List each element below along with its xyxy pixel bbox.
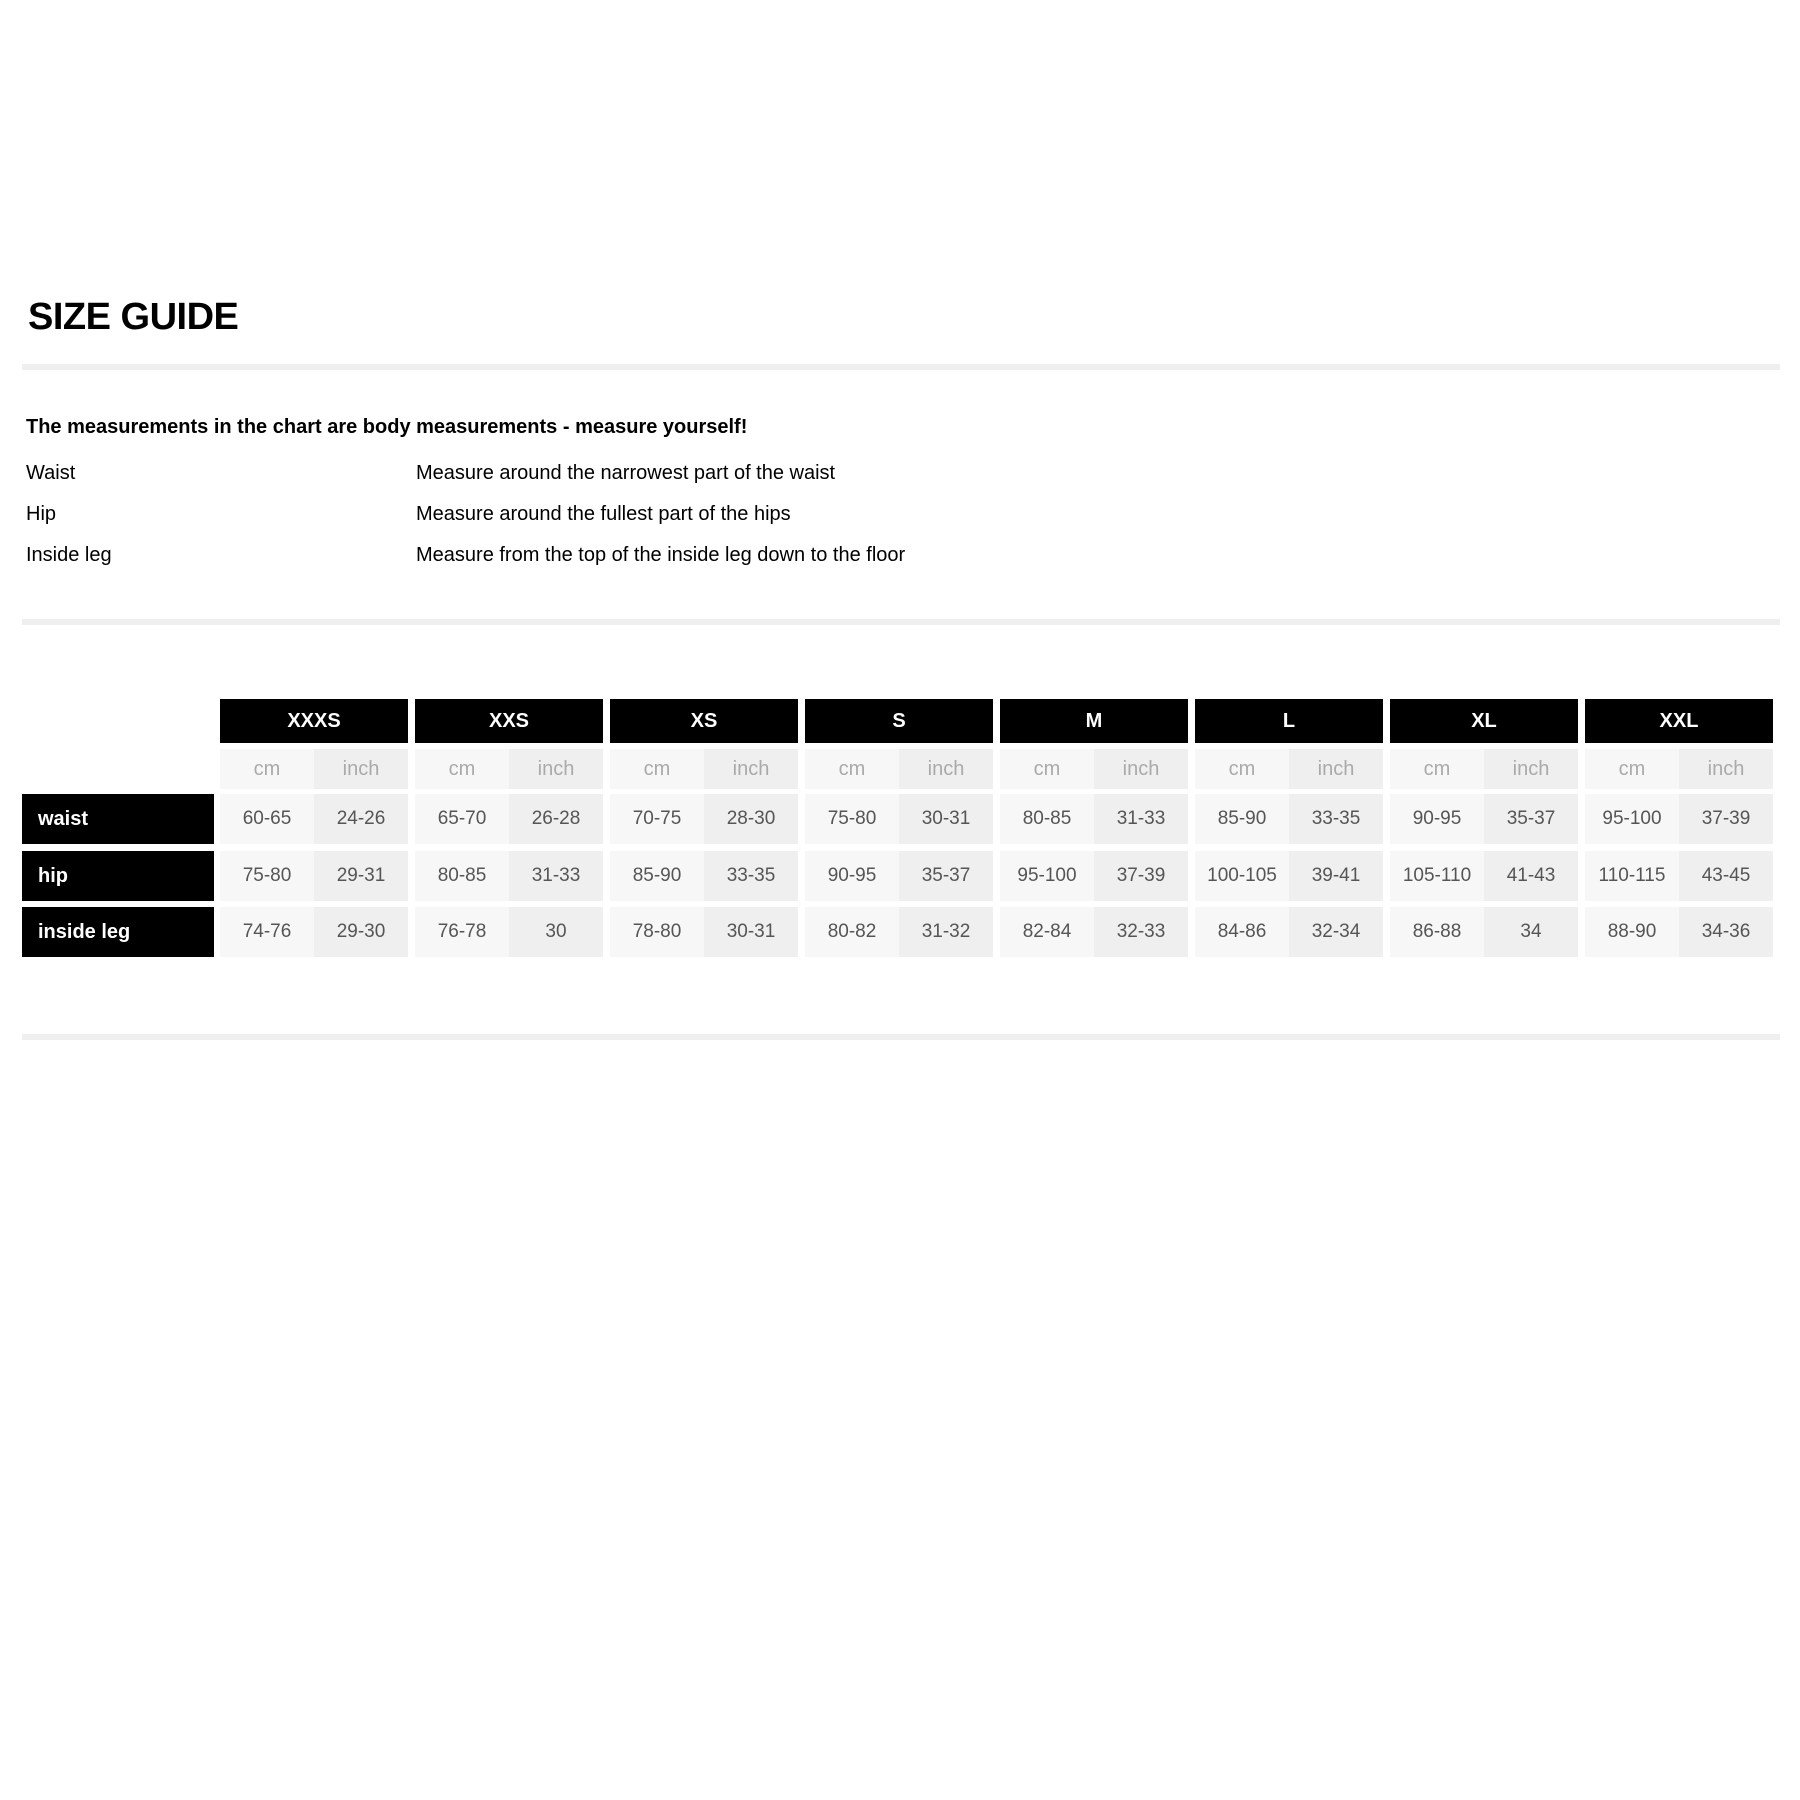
cell-inch: 31-32 (899, 907, 993, 957)
cell-inch: 34 (1484, 907, 1578, 957)
cell-cm: 95-100 (1585, 794, 1679, 844)
cell-inch: 35-37 (899, 851, 993, 901)
row-label-hip: hip (22, 851, 214, 901)
size-header: S (805, 699, 993, 743)
unit-cm: cm (1000, 749, 1094, 789)
cell-inch: 37-39 (1094, 851, 1188, 901)
size-header: XXXS (220, 699, 408, 743)
unit-cm: cm (220, 749, 314, 789)
cell-cm: 88-90 (1585, 907, 1679, 957)
page-title: SIZE GUIDE (28, 296, 239, 338)
divider (22, 619, 1780, 625)
cell-cm: 76-78 (415, 907, 509, 957)
unit-inch: inch (704, 749, 798, 789)
cell-inch: 34-36 (1679, 907, 1773, 957)
size-header: M (1000, 699, 1188, 743)
unit-cm: cm (610, 749, 704, 789)
cell-inch: 30 (509, 907, 603, 957)
definition-term: Inside leg (26, 544, 112, 566)
definition-desc: Measure from the top of the inside leg down to the floor (416, 544, 906, 566)
cell-inch: 29-30 (314, 907, 408, 957)
cell-inch: 41-43 (1484, 851, 1578, 901)
cell-inch: 29-31 (314, 851, 408, 901)
cell-cm: 105-110 (1390, 851, 1484, 901)
unit-cm: cm (1585, 749, 1679, 789)
cell-cm: 75-80 (220, 851, 314, 901)
size-header: XXL (1585, 699, 1773, 743)
cell-cm: 90-95 (1390, 794, 1484, 844)
cell-inch: 30-31 (899, 794, 993, 844)
cell-inch: 24-26 (314, 794, 408, 844)
size-header: XXS (415, 699, 603, 743)
row-label-inside-leg: inside leg (22, 907, 214, 957)
cell-cm: 70-75 (610, 794, 704, 844)
unit-cm: cm (415, 749, 509, 789)
divider (22, 364, 1780, 370)
cell-inch: 35-37 (1484, 794, 1578, 844)
cell-cm: 85-90 (610, 851, 704, 901)
cell-inch: 32-34 (1289, 907, 1383, 957)
cell-cm: 65-70 (415, 794, 509, 844)
size-header: XS (610, 699, 798, 743)
cell-inch: 37-39 (1679, 794, 1773, 844)
cell-inch: 32-33 (1094, 907, 1188, 957)
cell-cm: 75-80 (805, 794, 899, 844)
cell-cm: 74-76 (220, 907, 314, 957)
cell-inch: 31-33 (1094, 794, 1188, 844)
cell-cm: 95-100 (1000, 851, 1094, 901)
divider (22, 1034, 1780, 1040)
unit-inch: inch (509, 749, 603, 789)
cell-cm: 90-95 (805, 851, 899, 901)
cell-cm: 100-105 (1195, 851, 1289, 901)
cell-cm: 85-90 (1195, 794, 1289, 844)
size-header: XL (1390, 699, 1578, 743)
definition-desc: Measure around the narrowest part of the waist (416, 462, 836, 484)
intro-text: The measurements in the chart are body measurements - measure yourself! (26, 416, 748, 438)
unit-cm: cm (1390, 749, 1484, 789)
cell-cm: 80-85 (415, 851, 509, 901)
unit-inch: inch (314, 749, 408, 789)
cell-cm: 60-65 (220, 794, 314, 844)
definition-term: Hip (26, 503, 57, 525)
cell-cm: 78-80 (610, 907, 704, 957)
cell-inch: 33-35 (1289, 794, 1383, 844)
cell-cm: 80-85 (1000, 794, 1094, 844)
cell-inch: 26-28 (509, 794, 603, 844)
cell-cm: 110-115 (1585, 851, 1679, 901)
cell-inch: 39-41 (1289, 851, 1383, 901)
cell-cm: 80-82 (805, 907, 899, 957)
cell-inch: 30-31 (704, 907, 798, 957)
cell-cm: 84-86 (1195, 907, 1289, 957)
unit-cm: cm (805, 749, 899, 789)
unit-cm: cm (1195, 749, 1289, 789)
unit-inch: inch (1679, 749, 1773, 789)
row-label-waist: waist (22, 794, 214, 844)
cell-cm: 86-88 (1390, 907, 1484, 957)
cell-inch: 43-45 (1679, 851, 1773, 901)
cell-inch: 33-35 (704, 851, 798, 901)
unit-inch: inch (1484, 749, 1578, 789)
cell-cm: 82-84 (1000, 907, 1094, 957)
unit-inch: inch (899, 749, 993, 789)
unit-inch: inch (1289, 749, 1383, 789)
definition-desc: Measure around the fullest part of the hips (416, 503, 791, 525)
definition-term: Waist (26, 462, 76, 484)
cell-inch: 31-33 (509, 851, 603, 901)
size-header: L (1195, 699, 1383, 743)
unit-inch: inch (1094, 749, 1188, 789)
cell-inch: 28-30 (704, 794, 798, 844)
